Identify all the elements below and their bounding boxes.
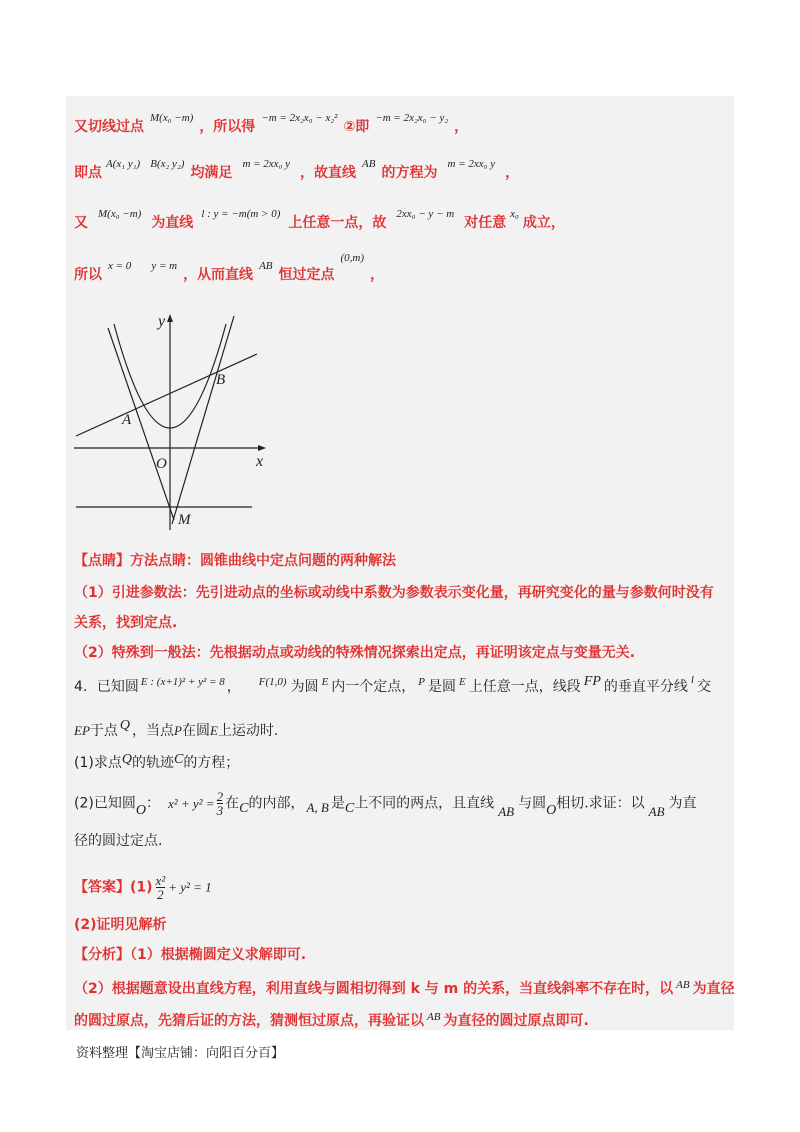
line-AB <box>76 354 257 436</box>
math-AB: AB <box>648 803 665 819</box>
text: 于点 <box>89 723 118 739</box>
text: 的轨迹 <box>131 755 174 771</box>
x-axis-arrow <box>258 445 266 451</box>
text: 是圆 <box>428 679 457 695</box>
analysis-line-1: 【分析】（1）根据椭圆定义求解即可. <box>74 947 307 963</box>
solution-line-4 <box>74 252 385 284</box>
numerator: 2 <box>216 789 224 804</box>
text: （2）根据题意设出直线方程，利用直线与圆相切得到 k 与 m 的关系，当直线斜率不存在时，以 <box>74 981 674 997</box>
text: 即点 <box>74 165 102 181</box>
math-E: E <box>321 676 329 688</box>
text: 在 <box>225 795 240 812</box>
tangent-line-B <box>172 316 234 524</box>
text: 为直径 <box>692 981 735 997</box>
analysis-line-2 <box>74 978 735 998</box>
text: 4．已知圆 <box>74 679 139 695</box>
math-point-B: B(x₂ y₂) <box>150 158 185 170</box>
tip-point-1a: （1）引进参数法：先引进动点的坐标或动线中系数为参数表示变化量，再研究变化的量与参数何时没有 <box>74 585 714 601</box>
text: 内一个定点， <box>331 679 416 695</box>
label-A: A <box>122 412 132 428</box>
text: (2)已知圆 <box>74 795 136 812</box>
math-AB: AB <box>498 803 515 819</box>
text: 为圆 <box>290 679 319 695</box>
text: ， <box>505 165 520 181</box>
problem-line-2 <box>74 720 278 740</box>
text: 对任意 <box>464 215 507 231</box>
text: 上任意一点，线段 <box>468 679 581 695</box>
parabola-graph <box>66 306 266 538</box>
label-O: O <box>156 456 167 472</box>
footer-text: 资料整理【淘宝店铺：向阳百分百】 <box>76 1046 285 1061</box>
problem-question-1 <box>74 752 239 772</box>
text: 上不同的两点，且直线 <box>354 795 495 812</box>
text: ，从而直线 <box>183 267 254 283</box>
math-C: C <box>344 800 355 816</box>
text: 恒过定点 <box>278 267 335 283</box>
math-AB: AB <box>362 158 376 170</box>
text: 的方程为 <box>381 165 438 181</box>
math-P: P <box>174 723 182 738</box>
math-point-F: F(1,0) <box>258 676 287 688</box>
math-fixed-point: (0,m) <box>340 252 365 264</box>
text: 又 <box>74 215 88 231</box>
math-equation: y = m <box>151 260 178 272</box>
math-AB: AB <box>259 260 273 272</box>
math-EP: EP <box>74 723 90 738</box>
numerator: x² <box>155 873 166 888</box>
label-M: M <box>178 512 191 528</box>
math-fraction <box>217 790 224 817</box>
analysis-line-3 <box>74 1010 589 1030</box>
math-point-M: M(x₀ −m) <box>98 208 142 220</box>
text: 为直线 <box>151 215 194 231</box>
label-B: B <box>216 372 226 388</box>
text: 的垂直平分线 <box>603 679 688 695</box>
math-E: E <box>459 676 466 688</box>
answer-label: 【答案】(1) <box>74 879 153 896</box>
text: ， <box>370 267 385 283</box>
text: ， <box>226 679 241 695</box>
text: ， <box>454 119 469 135</box>
answer-line-1 <box>74 874 212 901</box>
tip-point-1b: 关系，找到定点. <box>74 615 178 631</box>
math-P: P <box>418 676 426 688</box>
math-AB: AB <box>427 1011 441 1023</box>
text: ，所以得 <box>199 119 256 135</box>
problem-line-1 <box>74 676 711 696</box>
math-equation: −m = 2x₂x₀ − x₂² <box>261 112 338 124</box>
y-axis-arrow <box>167 314 173 322</box>
tip-point-2: （2）特殊到一般法：先根据动点或动线的特殊情况探索出定点，再证明该定点与变量无关. <box>74 645 636 661</box>
text: 成立， <box>522 215 565 231</box>
text: 均满足 <box>190 165 233 181</box>
math-Q: Q <box>119 718 131 733</box>
solution-line-1 <box>74 112 469 136</box>
problem-line-3: 径的圆过定点. <box>74 833 163 849</box>
text: 交 <box>696 679 711 695</box>
math-point-M: M(x₀ −m) <box>150 112 194 124</box>
text: ，当点 <box>132 723 175 739</box>
text: 是 <box>330 795 345 812</box>
text: 上任意一点，故 <box>288 215 387 231</box>
text: 所以 <box>74 267 102 283</box>
math-circle-O: x² + y² = <box>167 795 215 811</box>
math-equation: x = 0 <box>108 260 132 272</box>
text: 为直 <box>668 795 697 812</box>
math-C: C <box>173 752 184 767</box>
math-circle-E: E : (x+1)² + y² = 8 <box>140 676 225 688</box>
denominator: 3 <box>216 803 224 818</box>
graph-lines <box>74 314 266 530</box>
answer-line-2: (2)证明见解析 <box>74 917 167 933</box>
math-A-B: A, B <box>306 799 329 815</box>
text: 的内部， <box>248 795 305 812</box>
text: 的圆过原点，先猜后证的方法，猜测恒过原点，再验证以 <box>74 1013 424 1029</box>
math-equation: m = 2xx₀ y <box>447 158 496 170</box>
solution-line-3 <box>74 208 565 232</box>
math-Q: Q <box>121 752 132 767</box>
math-point-A: A(x₁ y₁) <box>106 158 141 170</box>
text: 与圆 <box>518 795 547 812</box>
solution-line-2 <box>74 158 520 182</box>
text: 的方程； <box>183 755 240 771</box>
document-page <box>66 96 734 1030</box>
math-l: l <box>690 674 694 686</box>
problem-question-2 <box>74 790 697 817</box>
math-x0: x₀ <box>510 208 519 220</box>
math-equation: m = 2xx₀ y <box>242 158 291 170</box>
math-equation: + y² = 1 <box>168 879 212 895</box>
math-C: C <box>239 800 249 816</box>
text: ，故直线 <box>300 165 357 181</box>
math-FP: FP <box>583 674 601 689</box>
math-AB: AB <box>676 979 690 991</box>
math-O: O <box>546 802 557 818</box>
text: 相切.求证：以 <box>556 795 645 812</box>
math-E: E <box>209 723 218 738</box>
text: 又切线过点 <box>74 119 144 135</box>
math-O: O <box>135 802 146 818</box>
text: ②即 <box>343 119 370 135</box>
math-fraction <box>156 874 166 901</box>
label-y: y <box>158 313 166 330</box>
tangent-line-A <box>108 328 174 520</box>
math-line-l: l : y = −m(m > 0) <box>201 208 281 220</box>
text: 为直径的圆过原点即可. <box>443 1013 589 1029</box>
label-x: x <box>256 453 264 470</box>
math-expression: 2xx₀ − y − m <box>396 208 455 220</box>
math-equation: −m = 2x₂x₀ − y₂ <box>375 112 449 124</box>
tip-title: 【点睛】方法点睛：圆锥曲线中定点问题的两种解法 <box>74 553 396 569</box>
text: ： <box>145 795 160 812</box>
text: (1)求点 <box>74 755 122 771</box>
text: 在圆 <box>181 723 210 739</box>
text: 上运动时. <box>217 723 279 739</box>
denominator: 2 <box>157 887 164 902</box>
